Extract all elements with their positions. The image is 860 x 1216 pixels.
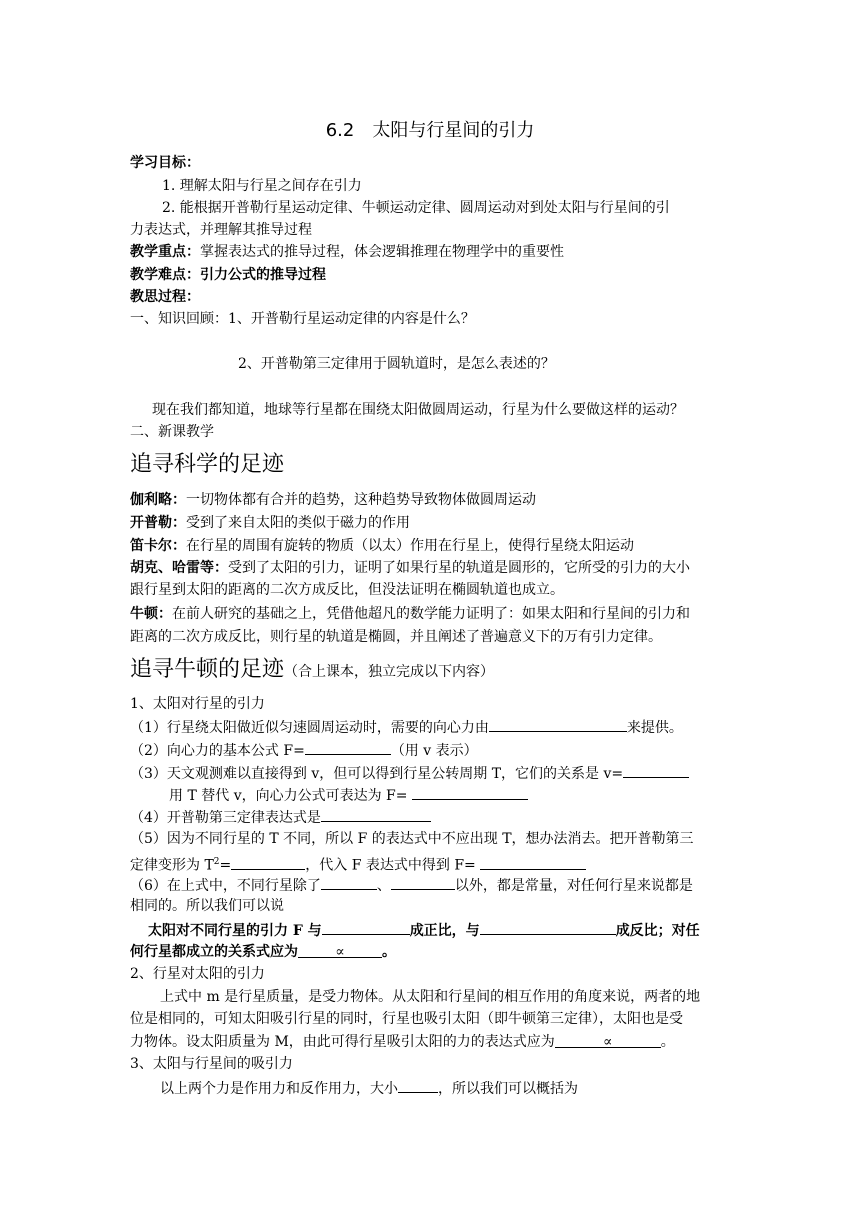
- blank-field[interactable]: [489, 716, 627, 732]
- galileo-entry: [130, 490, 536, 510]
- part-2-text: 力物体。设太阳质量为 M，由此可得行星吸引太阳的力的表达式应为: [130, 1034, 555, 1050]
- newton-entry: [130, 604, 690, 624]
- question-4: [130, 806, 431, 828]
- newton-text-line-1: 在前人研究的基础之上，凭借他超凡的数学能力证明了：如果太阳和行星间的引力和: [172, 606, 690, 622]
- question-1-text: （1）行星绕太阳做近似匀速圆周运动时，需要的向心力由: [130, 720, 489, 736]
- page-title: 6.2 太阳与行星间的引力: [325, 120, 535, 141]
- blank-field[interactable]: [480, 854, 586, 870]
- focus-text: 掌握表达式的推导过程，体会逻辑推理在物理学中的重要性: [200, 244, 564, 260]
- question-2-text: （2）向心力的基本公式 F=: [130, 743, 305, 759]
- blank-field[interactable]: [398, 1077, 438, 1093]
- part-2-line-3: [130, 1032, 675, 1052]
- process-label: 教思过程：: [130, 289, 200, 305]
- intro-question: 现在我们都知道，地球等行星都在围绕太阳做圆周运动，行星为什么要做这样的运动？: [152, 402, 684, 418]
- part-2-line-2: 位是相同的，可知太阳吸引行星的同时，行星也吸引太阳（即牛顿第三定律），太阳也是受: [130, 1011, 683, 1027]
- hooke-label: 胡克、哈雷等：: [130, 560, 228, 576]
- proportional-symbol: ∝: [603, 1034, 613, 1050]
- goal-2-line-2: 力表达式，并理解其推导过程: [130, 222, 312, 238]
- proportion-blank[interactable]: [555, 1032, 661, 1048]
- part-3-heading: 3、太阳与行星间的吸引力: [130, 1056, 293, 1072]
- section-2-title-text: 追寻牛顿的足迹: [130, 657, 285, 682]
- part-2-heading: 2、行星对太阳的引力: [130, 966, 265, 982]
- galileo-text: 一切物体都有合并的趋势，这种趋势导致物体做圆周运动: [186, 492, 536, 508]
- focus-label: 教学重点：: [130, 244, 200, 260]
- equals-sign: =: [219, 857, 232, 874]
- conclusion-text: 何行星都成立的关系式应为: [130, 944, 298, 960]
- kepler-entry: [130, 513, 410, 533]
- blank-field[interactable]: [322, 919, 410, 935]
- question-6: [130, 874, 693, 896]
- conclusion-line-2: [130, 942, 396, 962]
- blank-field[interactable]: [231, 854, 305, 870]
- difficulty-label: 教学难点：: [130, 267, 200, 283]
- question-6-continued: 相同的。所以我们可以说: [130, 898, 284, 914]
- question-6-suffix: 以外，都是常量，对任何行星来说都是: [454, 878, 693, 894]
- blank-field[interactable]: [391, 874, 455, 890]
- conclusion-text: 太阳对不同行星的引力 F 与: [148, 923, 322, 939]
- hooke-text-line-2: 跟行星到太阳的距离的二次方成反比，但没法证明在椭圆轨道也成立。: [130, 582, 564, 598]
- descartes-entry: [130, 536, 634, 556]
- question-1: [130, 716, 683, 738]
- question-3-continued-text: 用 T 替代 v，向心力公式可表达为 F=: [169, 788, 408, 804]
- newton-text-line-2: 距离的二次方成反比，则行星的轨道是椭圆，并且阐述了普遍意义下的万有引力定律。: [130, 629, 662, 645]
- part-3-line-1: [160, 1077, 578, 1099]
- question-1-suffix: 来提供。: [626, 720, 683, 736]
- question-5-continued: [130, 852, 586, 876]
- goal-1: 1. 理解太阳与行星之间存在引力: [162, 178, 362, 194]
- section-2-title: [130, 656, 494, 686]
- part-2-line-1: 上式中 m 是行星质量，是受力物体。从太阳和行星间的相互作用的角度来说，两者的地: [160, 989, 701, 1005]
- conclusion-text: 成反比；对任: [615, 923, 700, 939]
- hooke-entry: [130, 558, 690, 578]
- period: 。: [382, 944, 396, 960]
- teaching-difficulty: [130, 265, 326, 285]
- question-3: [130, 762, 689, 784]
- blank-field[interactable]: [623, 762, 689, 778]
- review-question-2: 2、开普勒第三定律用于圆轨道时，是怎么表述的？: [238, 356, 555, 372]
- question-5: （5）因为不同行星的 T 不同，所以 F 的表达式中不应出现 T，想办法消去。把开普勒第三: [130, 831, 694, 847]
- question-3-text: （3）天文观测难以直接得到 v，但可以得到行星公转周期 T，它们的关系是 v=: [130, 766, 624, 782]
- descartes-text: 在行星的周围有旋转的物质（以太）作用在行星上，使得行星绕太阳运动: [186, 538, 634, 554]
- kepler-text: 受到了来自太阳的类似于磁力的作用: [186, 515, 410, 531]
- newton-label: 牛顿：: [130, 606, 172, 622]
- new-lesson-heading: 二、新课教学: [130, 424, 214, 440]
- question-4-text: （4）开普勒第三定律表达式是: [130, 810, 321, 826]
- kepler-label: 开普勒：: [130, 515, 186, 531]
- proportional-symbol: ∝: [335, 944, 345, 960]
- galileo-label: 伽利略：: [130, 492, 186, 508]
- blank-field[interactable]: [305, 739, 391, 755]
- blank-field[interactable]: [321, 806, 431, 822]
- section-2-note: （合上课本，独立完成以下内容）: [284, 664, 495, 680]
- conclusion-text: 成正比，与: [409, 923, 480, 939]
- part-1-heading: 1、太阳对行星的引力: [130, 696, 265, 712]
- blank-field[interactable]: [321, 874, 377, 890]
- period: 。: [660, 1034, 675, 1050]
- teaching-focus: [130, 242, 564, 262]
- part-3-text: 以上两个力是作用力和反作用力，大小: [160, 1081, 398, 1097]
- question-2: [130, 739, 478, 761]
- hooke-text-line-1: 受到了太阳的引力，证明了如果行星的轨道是圆形的，它所受的引力的大小: [228, 560, 690, 576]
- question-5-suffix: ，代入 F 表达式中得到 F=: [305, 857, 476, 874]
- question-3-continued: [169, 784, 528, 806]
- review-question-1: 一、知识回顾：1、开普勒行星运动定律的内容是什么？: [130, 311, 475, 327]
- goal-2-line-1: 2. 能根据开普勒行星运动定律、牛顿运动定律、圆周运动对到处太阳与行星间的引: [162, 200, 670, 216]
- question-2-suffix: （用 v 表示）: [390, 743, 478, 759]
- descartes-label: 笛卡尔：: [130, 538, 186, 554]
- question-5-text: 定律变形为 T: [130, 857, 214, 874]
- question-6-text: （6）在上式中，不同行星除了: [130, 878, 321, 894]
- difficulty-text: 引力公式的推导过程: [200, 267, 326, 283]
- blank-field[interactable]: [412, 784, 528, 800]
- superscript: 2: [213, 857, 220, 867]
- goals-label: 学习目标：: [130, 155, 200, 171]
- section-1-title: 追寻科学的足迹: [130, 452, 285, 477]
- part-3-suffix: ，所以我们可以概括为: [438, 1081, 578, 1097]
- blank-field[interactable]: [480, 919, 616, 935]
- conclusion-line-1: [148, 919, 700, 941]
- proportion-blank[interactable]: [298, 942, 382, 958]
- separator: 、: [376, 878, 391, 894]
